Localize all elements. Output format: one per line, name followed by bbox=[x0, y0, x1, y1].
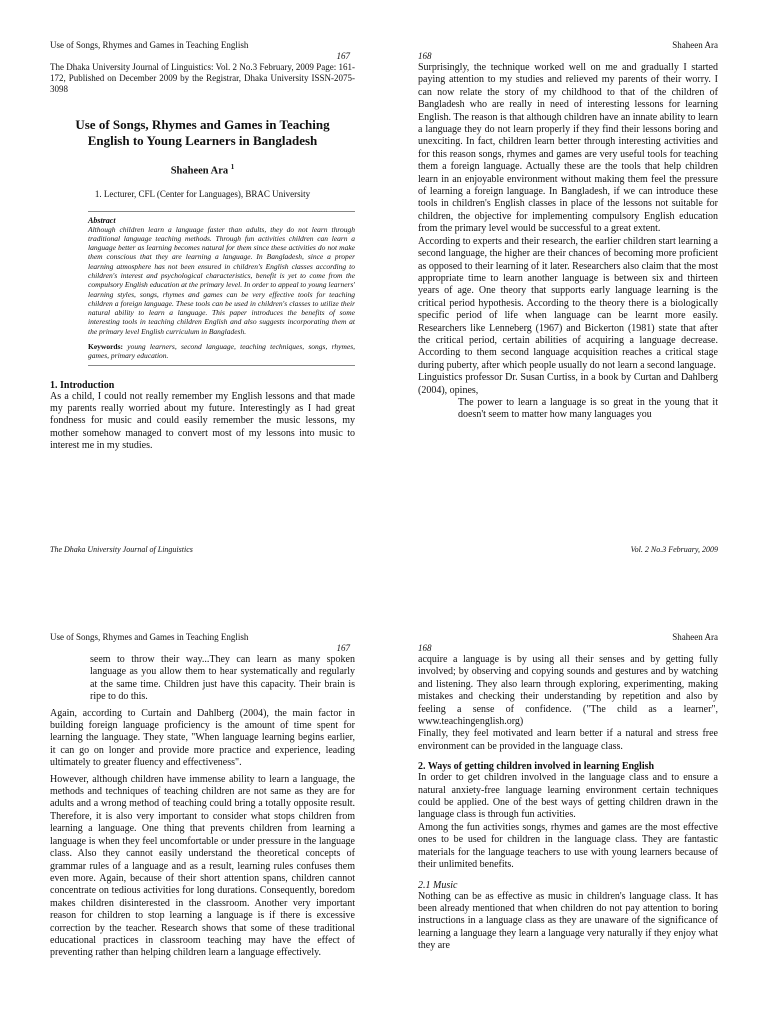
abstract-text: Although children learn a language faster than adults, they do not learn through traditional language teaching methods. Through fun activities children can learn a language better as learning becomes natural for them since these activities do not make them conscious that they are learning a language. In Bangladesh, since a proper learning atmosphere has not been ensured in children's English classes according to children's interest and psychological characteristics, benefit is yet to come from the compulsory English education at the primary level. In order to appeal to young learners' learning styles, songs, rhymes and games can be very effective tools for teaching children a foreign language. These tools can be used in children's classes to utilize their natural ability to learn a language. This paper introduces the benefits of some interesting tools in teaching children English and also suggests incorporating them at the primary level English curriculum in Bangladesh. bbox=[88, 224, 355, 336]
author-footnote-mark: 1 bbox=[230, 163, 235, 171]
page-168-top bbox=[418, 40, 718, 560]
running-header bbox=[418, 632, 718, 654]
author-text: Shaheen Ara bbox=[170, 165, 229, 177]
intro-paragraph: As a child, I could not really remember my English lessons and that made my parents really worried about my future. Interestingly as I had great fondness for music and could easily remember the music lessons, my mother somehow managed to convert most of my lessons into music to interest me in my studies. bbox=[50, 390, 355, 452]
page-number: 168 bbox=[418, 643, 432, 653]
body-paragraph: Linguistics professor Dr. Susan Curtiss, in a book by Curtan and Dahlberg (2004), opines, bbox=[418, 372, 718, 396]
page-167-bottom bbox=[50, 632, 355, 1024]
keywords-label: Keywords: bbox=[88, 342, 123, 352]
subsection-heading-music: 2.1 Music bbox=[418, 879, 458, 891]
page-number: 167 bbox=[336, 643, 350, 653]
page-number: 168 bbox=[418, 51, 432, 61]
header-title: Use of Songs, Rhymes and Games in Teaching English bbox=[50, 40, 249, 50]
author-name bbox=[50, 163, 355, 177]
header-author: Shaheen Ara bbox=[672, 40, 718, 50]
running-header bbox=[418, 40, 718, 62]
paper-title: Use of Songs, Rhymes and Games in Teaching English to Young Learners in Bangladesh bbox=[75, 117, 330, 148]
keywords-list: young learners, second language, teaching techniques, songs, rhymes, games, primary education. bbox=[88, 342, 355, 361]
running-header bbox=[50, 632, 355, 654]
section-heading-ways: 2. Ways of getting children involved in learning English bbox=[418, 761, 655, 773]
page-footer: Vol. 2 No.3 February, 2009 bbox=[630, 545, 718, 554]
keywords bbox=[88, 342, 355, 361]
journal-citation: The Dhaka University Journal of Linguistics: Vol. 2 No.3 February, 2009 Page: 161-172, Published on December 2009 by the Registrar, Dhaka University ISSN-2075-3098 bbox=[50, 62, 355, 94]
body-paragraph: According to experts and their research, the earlier children start learning a second language, the higher are their chances of becoming more proficient as opposed to their learning of it later. Researchers also claim that the most appropriate time to learn another language is between six and thirteen years of age. One theory that supports early language learning is the critical period hypothesis. According to the theory there is a biologically specific period of life when language can be learnt more easily. Researchers like Lenneberg (1967) and Bickerton (1981) state that after the critical period, certain abilities of acquiring a language decrease. According to them second language acquisition reaches a critical stage during puberty, after which people usually do not learn a second language. bbox=[418, 235, 718, 371]
abstract-box bbox=[88, 211, 355, 366]
abstract-heading: Abstract bbox=[88, 215, 116, 225]
header-author: Shaheen Ara bbox=[672, 632, 718, 642]
body-paragraph: Surprisingly, the technique worked well on me and gradually I started paying attention to my studies and relieved my parents of their worry. I can now relate the story of my childhood to that of the children of Bangladesh who are really in need of interesting lessons for learning English. The reason is that although children have an innate ability to learn a language they do not learn properly if they find their lessons boring and unexciting. In fact, children learn better through interesting activities and for this reason songs, rhymes and games are very useful tools for teaching them a foreign language. Actually these are the tools that help children learn in an enjoyable environment without making them feel the pressure of learning a foreign language. In Bangladesh, if we can introduce these tools in children's English classes in place of the lessons not suitable for children, the objective for implementing compulsory English education from the primary level would be successful to a great extent. bbox=[418, 62, 718, 235]
body-paragraph: Among the fun activities songs, rhymes and games are the most effective ones to be used for children in the language class. They are fantastic materials for the language teachers to use with young learners because of their unlimited benefits. bbox=[418, 821, 718, 871]
author-affiliation: 1. Lecturer, CFL (Center for Languages), BRAC University bbox=[94, 188, 311, 199]
page-number: 167 bbox=[336, 51, 350, 61]
block-quote: seem to throw their way...They can learn as many spoken language as you allow them to hear systematically and regularly at the same time. Children just have this capacity. Their brain is ripe to do this. bbox=[90, 654, 355, 703]
body-paragraph: In order to get children involved in the language class and to ensure a natural anxiety-free language learning environment certain techniques could be applied. One of the best ways of getting children drawn in the language class is through fun activities. bbox=[418, 772, 718, 821]
page-168-bottom bbox=[418, 632, 718, 1024]
header-title: Use of Songs, Rhymes and Games in Teaching English bbox=[50, 632, 249, 642]
block-quote: The power to learn a language is so great in the young that it doesn't seem to matter how many languages you bbox=[458, 396, 718, 421]
body-paragraph: However, although children have immense ability to learn a language, the methods and techniques of teaching children are not same as they are for adults and a wrong method of teaching could bring a totally opposite result. Therefore, it is also very important to consider what stops children from learning a language. One thing that prevents children from learning a language is when they feel uncomfortable or under pressure in the language class. Also they cannot easily understand the theoretical concepts of grammar rules of a language and as a result, learning rules confuses them even more. Again, because of their short attention spans, children cannot concentrate on tedious activities for long durations. Consequently, boredom makes children disinterested in the classroom. Another very important reason for children to stop learning a language is if there is excessive correction by the teacher. Research shows that some of these traditional educational practices in classroom teaching may have the effect of preventing rather than helping children learn a language effectively. bbox=[50, 773, 355, 959]
body-paragraph: Nothing can be as effective as music in children's language class. It has been already mentioned that when children do not pay attention to boring instructions in a language class as they are unaware of the significance of learning a language they learn a language very naturally if they enjoy what they are bbox=[418, 890, 718, 952]
body-paragraph: acquire a language is by using all their senses and by getting fully involved; by observing and copying sounds and gestures and by watching and listening. They also learn through exploring, experimenting, making mistakes and checking their understanding by repetition and also by feeling a sense of confidence. ("The child as a learner", www.teachingenglish.org) bbox=[418, 654, 718, 728]
section-heading-introduction: 1. Introduction bbox=[50, 379, 115, 391]
running-header bbox=[50, 40, 355, 62]
body-paragraph: Again, according to Curtain and Dahlberg (2004), the main factor in building foreign language proficiency is the amount of time spent for learning the language. They state, "When language learning begins earlier, it can go on longer and provide more practice and experience, leading ultimately to greater fluency and effectiveness". bbox=[50, 707, 355, 769]
body-paragraph: Finally, they feel motivated and learn better if a natural and stress free environment can be provided in the language class. bbox=[418, 728, 718, 752]
page-167-top bbox=[50, 40, 355, 560]
page-footer: The Dhaka University Journal of Linguistics bbox=[50, 545, 193, 554]
